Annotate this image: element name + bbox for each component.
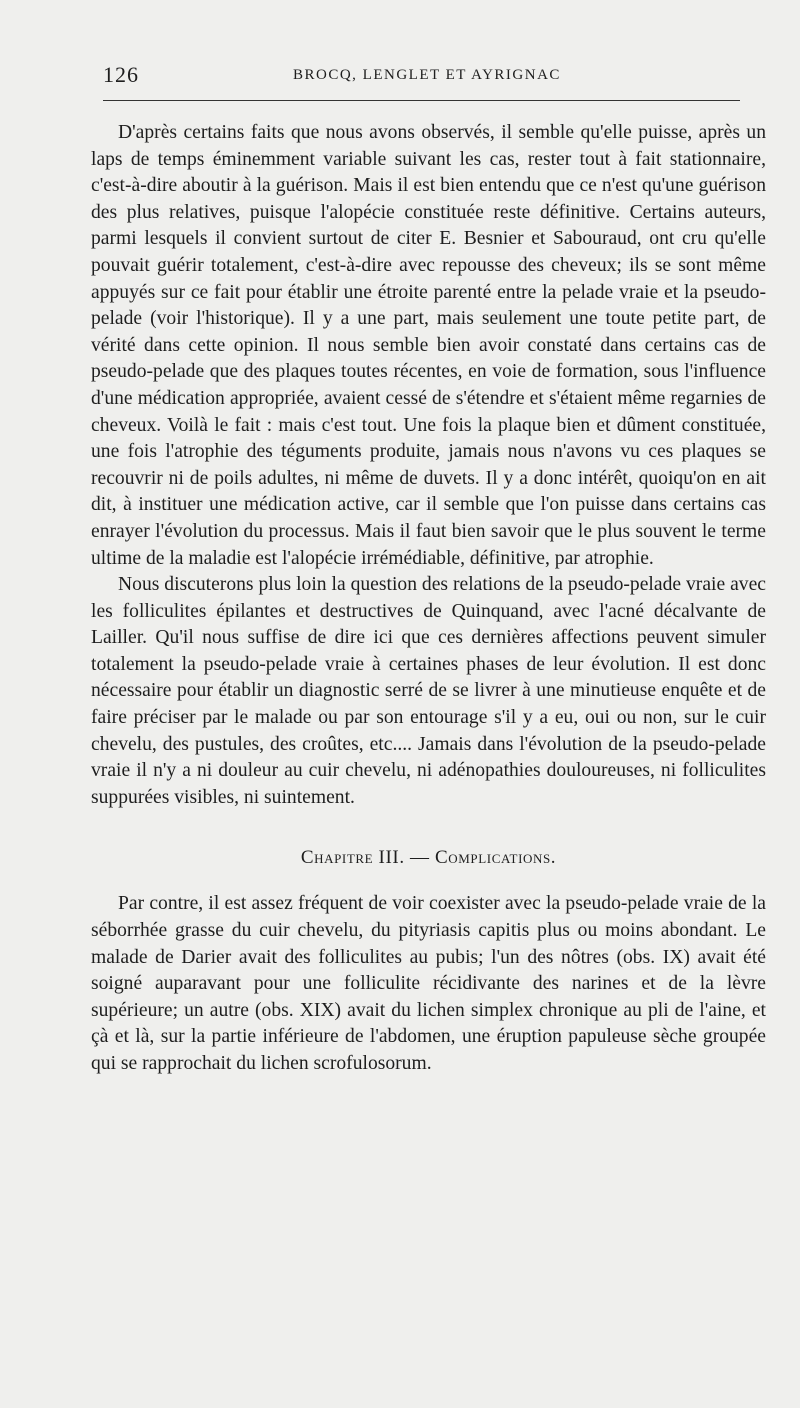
paragraph-evolution: D'après certains faits que nous avons observés, il semble qu'elle puisse, après un laps de temps éminemment variable suivant les cas, rester tout à fait stationnaire, c'est-à-dire aboutir à la guérison. Mais il est bien entendu que ce n'est qu'une guérison des plus relatives, puisque l'alopécie constituée reste définitive. Certains auteurs, parmi lesquels il convient surtout de citer E. Besnier et Sabouraud, ont cru qu'elle pouvait guérir totalement, c'est-à-dire avec repousse des cheveux; ils se sont même appuyés sur ce fait pour établir une étroite parenté entre la pelade vraie et la pseudo-pelade (voir l'historique). Il y a une part, mais seulement une toute petite part, de vérité dans cette opinion. Il nous semble bien avoir constaté dans certains cas de pseudo-pelade que des plaques toutes récentes, en voie de formation, sous l'influence d'une médication appropriée, avaient cessé de s'étendre et s'étaient même regarnies de cheveux. Voilà le fait : mais c'est tout. Une fois la plaque bien et dûment constituée, une fois l'atrophie des téguments produite, jamais nous n'avons vu ces plaques se recouvrir ni de poils adultes, ni même de duvets. Il y a donc intérêt, quoiqu'on en ait dit, à instituer une médication active, car il semble que l'on puisse dans certains cas enrayer l'évolution du processus. Mais il faut bien savoir que le plus souvent le terme ultime de la maladie est l'alopécie irrémédiable, définitive, par atrophie. [91, 122, 766, 569]
running-head [103, 62, 740, 92]
main-text [91, 120, 766, 1078]
paragraph-complications: Par contre, il est assez fréquent de voir coexister avec la pseudo-pelade vraie de la séborrhée grasse du cuir chevelu, du pityriasis capitis plus ou moins abondant. Le malade de Darier avait des folliculites au pubis; l'un des nôtres (obs. IX) avait été soigné auparavant pour une folliculite récidivante des narines et de la lèvre supérieure; un autre (obs. XIX) avait du lichen simplex chronique au pli de l'aine, et çà et là, sur la partie inférieure de l'abdomen, une éruption papuleuse sèche groupée qui se rapprochait du lichen scrofulosorum. [91, 893, 766, 1074]
header-rule [103, 100, 740, 101]
running-head-authors: BROCQ, LENGLET ET AYRIGNAC [293, 67, 561, 83]
page-number: 126 [103, 62, 139, 87]
paragraph-diagnosis: Nous discuterons plus loin la question des relations de la pseudo-pelade vraie avec les folliculites épilantes et destructives de Quinquand, avec l'acné décalvante de Lailler. Qu'il nous suffise de dire ici que ces dernières affections peuvent simuler totalement la pseudo-pelade vraie à certaines phases de leur évolution. Il est donc nécessaire pour établir un diagnostic serré de se livrer à une minutieuse enquête et de faire préciser par le malade ou par son entourage s'il y a eu, oui ou non, sur le cuir chevelu, des pustules, des croûtes, etc.... Jamais dans l'évolution de la pseudo-pelade vraie il n'y a ni douleur au cuir chevelu, ni adénopathies douloureuses, ni folliculites suppurées visibles, ni suintement. [91, 574, 766, 808]
chapter-heading: Chapitre III. — Complications. [300, 847, 557, 869]
